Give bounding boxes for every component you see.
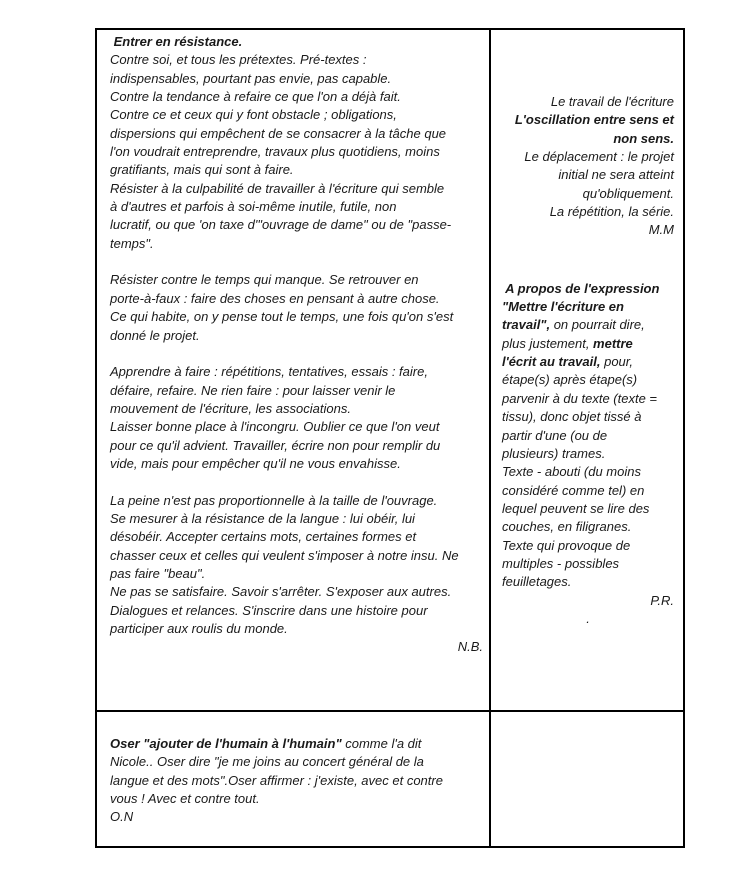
text-line <box>110 400 483 418</box>
text-segment: porte-à-faux : faire des choses en pensant à autre chose. <box>110 290 440 306</box>
text-segment: Ce qui habite, on y pense tout le temps, une fois qu'on s'est <box>110 309 454 325</box>
text-line <box>110 327 483 345</box>
text-line <box>110 106 483 124</box>
text-segment: donné le projet. <box>110 327 200 343</box>
text-segment: défaire, refaire. Ne rien faire : pour laisser venir le <box>110 382 396 398</box>
text-segment: Contre soi, et tous les prétextes. Pré-textes : <box>110 52 367 68</box>
text-segment: N.B. <box>457 639 483 655</box>
text-line <box>110 547 483 565</box>
text-segment: lucratif, ou que 'on taxe d'"ouvrage de dame" ou de "passe- <box>110 217 452 233</box>
text-segment: Entrer en résistance. <box>110 34 243 49</box>
text-segment: partir d'une (ou de <box>502 427 608 443</box>
text-segment: travail", <box>502 317 551 333</box>
text-segment: parvenir à du texte (texte = <box>502 390 658 406</box>
text-line <box>502 185 674 203</box>
text-segment: . <box>586 610 590 626</box>
text-segment: pas faire "beau". <box>110 565 206 581</box>
text-segment: Ne pas se satisfaire. Savoir s'arrêter. S'exposer aux autres. <box>110 584 452 600</box>
text-line <box>110 492 483 510</box>
text-segment: L'oscillation entre sens et <box>514 112 674 128</box>
signature-mm <box>502 221 674 239</box>
cell-oser-text <box>97 712 491 846</box>
text-line <box>502 130 674 148</box>
text-line <box>502 353 674 371</box>
text-segment: vide, mais pour empêcher qu'il ne vous envahisse. <box>110 455 401 471</box>
cell-empty <box>491 712 683 846</box>
text-line <box>502 390 674 408</box>
text-segment: Le travail de l'écriture <box>550 94 674 109</box>
text-segment: vous ! Avec et contre tout. <box>110 791 260 807</box>
text-line <box>110 363 483 381</box>
text-segment: Le déplacement : le projet <box>524 149 674 165</box>
text-line <box>502 280 674 298</box>
signature-on <box>110 808 483 826</box>
text-line <box>110 602 483 620</box>
text-segment: Nicole.. Oser dire "je me joins au concert général de la <box>110 754 424 770</box>
text-line <box>110 418 483 436</box>
text-line <box>110 271 483 289</box>
text-segment: Oser "ajouter de l'humain à l'humain" <box>110 736 342 751</box>
text-segment: Contre ce et ceux qui y font obstacle ; obligations, <box>110 107 397 123</box>
text-line <box>110 125 483 143</box>
text-line <box>110 290 483 308</box>
text-line <box>110 473 483 491</box>
text-segment: dispersions qui empêchent de se consacrer à la tâche que <box>110 125 447 141</box>
cell-margin-notes <box>491 30 683 712</box>
text-segment: M.M <box>648 222 674 238</box>
text-line <box>502 166 674 184</box>
text-segment: chasser ceux et celles qui veulent s'imposer à notre insu. Ne <box>110 547 459 563</box>
text-segment: plus justement, <box>502 335 594 351</box>
text-segment: Résister à la culpabilité de travailler à l'écriture qui semble <box>110 180 445 196</box>
text-segment: multiples - possibles <box>502 555 620 571</box>
text-line <box>110 528 483 546</box>
text-line <box>110 753 483 771</box>
text-line <box>110 88 483 106</box>
text-line <box>502 371 674 389</box>
text-line <box>502 203 674 221</box>
text-line <box>502 445 674 463</box>
signature-nb <box>110 638 483 656</box>
text-segment: non sens. <box>613 130 674 146</box>
text-segment: désobéir. Accepter certains mots, certaines formes et <box>110 529 417 545</box>
text-segment: feuilletages. <box>502 574 572 590</box>
text-segment: Contre la tendance à refaire ce que l'on a déjà fait. <box>110 89 401 105</box>
text-line <box>110 253 483 271</box>
text-segment: à d'autres et parfois à soi-même inutile, futile, non <box>110 199 397 215</box>
text-line <box>110 161 483 179</box>
text-segment: mettre <box>593 335 633 351</box>
text-line <box>110 437 483 455</box>
text-segment: "Mettre l'écriture en <box>502 299 624 315</box>
text-segment: langue et des mots".Oser affirmer : j'existe, avec et contre <box>110 772 443 788</box>
text-segment: Laisser bonne place à l'incongru. Oublier ce que l'on veut <box>110 419 440 435</box>
text-segment: pour ce qu'il advient. Travailler, écrire non pour remplir du <box>110 437 441 453</box>
text-line <box>110 143 483 161</box>
text-segment: pour, <box>600 354 634 370</box>
text-segment: Dialogues et relances. S'inscrire dans une histoire pour <box>110 602 428 618</box>
text-segment: l'on voudrait entreprendre, travaux plus quotidiens, moins <box>110 144 440 160</box>
text-line <box>502 298 674 316</box>
text-segment: tissu), donc objet tissé à <box>502 409 642 425</box>
text-line <box>110 70 483 88</box>
text-segment: initial ne sera atteint <box>558 167 674 183</box>
text-segment: mouvement de l'écriture, les associations. <box>110 400 351 416</box>
text-segment: Résister contre le temps qui manque. Se retrouver en <box>110 272 419 288</box>
text-segment: l'écrit au travail, <box>502 354 601 370</box>
text-segment: La répétition, la série. <box>549 204 674 220</box>
text-line <box>110 33 483 51</box>
text-line <box>502 518 674 536</box>
text-line <box>110 308 483 326</box>
text-segment: on pourrait dire, <box>550 317 645 333</box>
text-segment: P.R. <box>650 592 674 608</box>
text-segment: considéré comme tel) en <box>502 482 645 498</box>
text-line <box>502 427 674 445</box>
text-line <box>110 583 483 601</box>
text-line <box>110 51 483 69</box>
signature-pr <box>502 592 674 610</box>
text-line <box>110 198 483 216</box>
text-line <box>110 772 483 790</box>
text-line <box>502 408 674 426</box>
text-segment: temps". <box>110 235 154 251</box>
text-segment: Se mesurer à la résistance de la langue : lui obéir, lui <box>110 510 415 526</box>
text-line <box>502 555 674 573</box>
text-segment: indispensables, pourtant pas envie, pas capable. <box>110 70 392 86</box>
text-segment: étape(s) après étape(s) <box>502 372 638 388</box>
notes-table <box>95 28 685 848</box>
text-line <box>110 235 483 253</box>
text-line <box>110 345 483 363</box>
text-line <box>502 482 674 500</box>
text-line <box>502 500 674 518</box>
text-line <box>110 620 483 638</box>
text-segment: comme l'a dit <box>341 736 422 751</box>
note-travail-ecriture <box>502 93 674 240</box>
text-segment: Texte - abouti (du moins <box>502 464 641 480</box>
text-segment: lequel peuvent se lire des <box>502 500 650 516</box>
text-line <box>502 335 674 353</box>
text-segment: gratifiants, mais qui sont à faire. <box>110 162 294 178</box>
cell-resistance-text <box>97 30 491 712</box>
text-line <box>502 316 674 334</box>
text-line <box>110 790 483 808</box>
text-line <box>502 537 674 555</box>
text-segment: participer aux roulis du monde. <box>110 621 288 636</box>
text-segment: couches, en filigranes. <box>502 519 632 535</box>
text-line <box>110 382 483 400</box>
note-expression-ecriture <box>502 280 674 629</box>
text-segment: La peine n'est pas proportionnelle à la taille de l'ouvrage. <box>110 492 438 508</box>
text-line <box>502 93 674 111</box>
text-segment: A propos de l'expression <box>502 280 660 296</box>
text-segment: Texte qui provoque de <box>502 537 631 553</box>
text-segment: plusieurs) trames. <box>502 445 606 461</box>
text-line <box>502 463 674 481</box>
text-segment: O.N <box>110 809 134 825</box>
text-segment: qu'obliquement. <box>582 185 674 201</box>
text-line <box>110 735 483 753</box>
text-line <box>110 216 483 234</box>
text-line <box>110 565 483 583</box>
text-line <box>502 610 674 628</box>
text-line <box>502 573 674 591</box>
text-line <box>110 180 483 198</box>
text-line <box>502 148 674 166</box>
text-line <box>110 455 483 473</box>
text-segment: Apprendre à faire : répétitions, tentatives, essais : faire, <box>110 364 428 380</box>
text-line <box>502 111 674 129</box>
text-line <box>110 510 483 528</box>
